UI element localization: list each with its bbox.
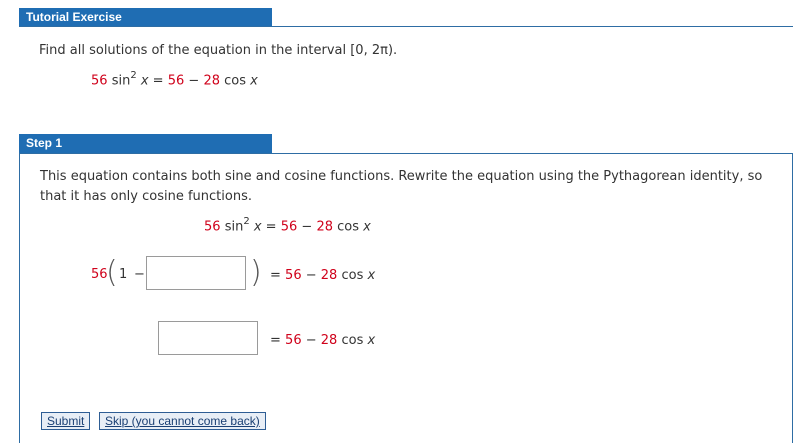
eq-minus: − (188, 73, 200, 89)
eq2-rhs-minus: − (305, 268, 317, 283)
eq2-coef: 56 (91, 267, 108, 282)
eq1-rhs-b: 28 (316, 219, 333, 235)
eq1-lhs-coef: 56 (204, 219, 221, 235)
eq2-answer-input[interactable] (146, 256, 246, 290)
eq-var: x (140, 73, 149, 89)
submit-button[interactable]: Submit (41, 412, 90, 430)
eq-rhs-fn: cos (224, 73, 247, 89)
eq3-rhs (270, 333, 375, 348)
step1-header: Step 1 (19, 134, 272, 153)
eq-rhs-a: 56 (167, 73, 185, 89)
skip-button[interactable]: Skip (you cannot come back) (99, 412, 266, 430)
eq3-sign: = (270, 333, 281, 348)
eq-lhs-coef: 56 (91, 73, 108, 89)
eq3-answer-input[interactable] (158, 321, 258, 355)
step1-left-border (19, 153, 20, 443)
eq3-rhs-b: 28 (320, 333, 338, 348)
eq-rhs-var: x (250, 73, 258, 89)
eq1-lhs-fn: sin (224, 219, 244, 235)
eq2-rhs-b: 28 (320, 268, 338, 283)
eq3-rhs-var: x (367, 333, 376, 348)
eq2-one: 1 (119, 267, 128, 282)
step1-text-line1: This equation contains both sine and cosine functions. Rewrite the equation using the Pythagorean identity, so (40, 169, 763, 184)
eq1-minus: − (301, 219, 313, 235)
eq1-rhs-var: x (363, 219, 371, 235)
eq2-minus: − (134, 267, 145, 282)
eq2-left-paren: ( (106, 255, 118, 290)
tutorial-header: Tutorial Exercise (19, 8, 272, 27)
eq3-minus: − (305, 333, 317, 348)
step1-equation-1 (204, 217, 371, 234)
tutorial-header-rule (19, 26, 793, 27)
eq2-right-paren: ) (250, 255, 262, 290)
eq3-rhs-a: 56 (285, 333, 302, 348)
step1-right-border (792, 153, 793, 443)
instruction-text: Find all solutions of the equation in the interval [0, 2π). (39, 43, 398, 58)
eq-exponent: 2 (130, 70, 137, 81)
eq1-var: x (253, 219, 262, 235)
step1-text-line2: that it has only cosine functions. (40, 189, 252, 204)
eq2-rhs-fn: cos (341, 268, 364, 283)
eq3-rhs-fn: cos (341, 333, 364, 348)
eq1-exponent: 2 (243, 216, 250, 227)
eq2-sign: = (270, 268, 281, 283)
eq1-rhs-a: 56 (280, 219, 298, 235)
eq1-rhs-fn: cos (337, 219, 360, 235)
eq-sign: = (152, 73, 164, 89)
eq-lhs-fn: sin (111, 73, 131, 89)
given-equation (91, 71, 258, 88)
eq-rhs-b: 28 (203, 73, 220, 89)
eq2-rhs-a: 56 (285, 268, 302, 283)
step1-header-rule (19, 153, 793, 154)
eq2-rhs (270, 268, 375, 283)
eq2-rhs-var: x (367, 268, 376, 283)
eq1-sign: = (265, 219, 277, 235)
